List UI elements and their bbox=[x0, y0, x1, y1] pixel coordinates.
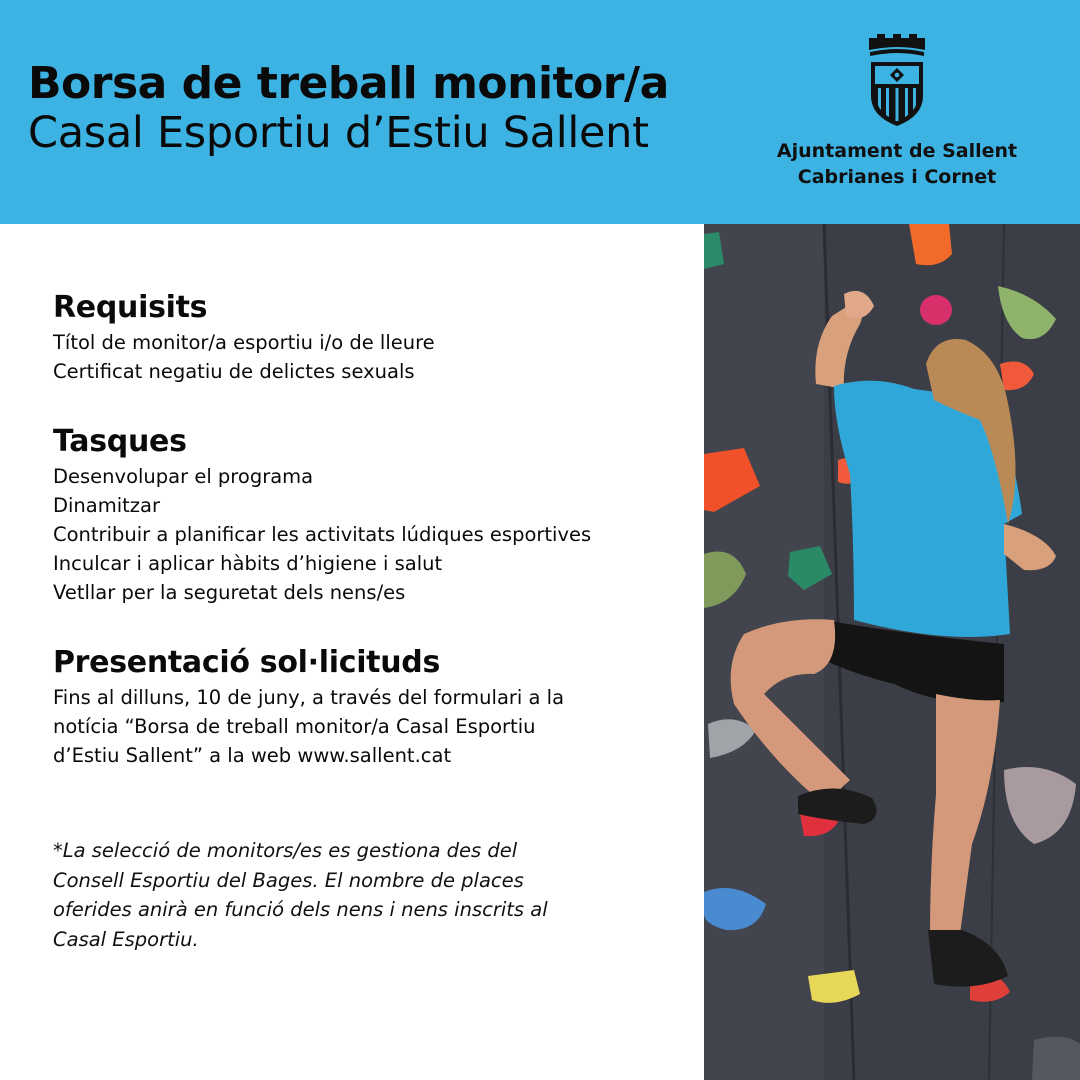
list-item: Títol de monitor/a esportiu i/o de lleure bbox=[53, 331, 435, 354]
paragraph-line: notícia “Borsa de treball monitor/a Casal Esportiu bbox=[53, 715, 536, 738]
heading-tasques: Tasques bbox=[53, 424, 187, 459]
list-item: Inculcar i aplicar hàbits d’higiene i salut bbox=[53, 552, 443, 575]
title-subtitle: Casal Esportiu d’Estiu Sallent bbox=[28, 108, 649, 158]
paragraph-line: d’Estiu Sallent” a la web www.sallent.cat bbox=[53, 744, 452, 767]
climbing-hold bbox=[1032, 1037, 1080, 1080]
heading-presentacio: Presentació sol·licituds bbox=[53, 645, 441, 680]
footnote-line: Casal Esportiu. bbox=[53, 927, 199, 951]
footnote-line: Consell Esportiu del Bages. El nombre de places bbox=[53, 868, 524, 892]
main-content bbox=[53, 288, 673, 806]
title-main: Borsa de treball monitor/a bbox=[28, 58, 669, 109]
list-item: Vetllar per la seguretat dels nens/es bbox=[53, 581, 406, 604]
org-name-line1: Ajuntament de Sallent bbox=[776, 140, 1018, 162]
ajuntament-shield-icon bbox=[866, 30, 928, 130]
footnote bbox=[53, 836, 633, 954]
climbing-wall-illustration bbox=[704, 224, 1080, 1080]
header-banner bbox=[0, 0, 1080, 224]
climbing-hold bbox=[920, 295, 952, 325]
footnote-line: oferides anirà en funció dels nens i nens inscrits al bbox=[53, 898, 548, 921]
section-tasques bbox=[53, 422, 673, 607]
org-name-line2: Cabrianes i Cornet bbox=[797, 166, 997, 188]
heading-requisits: Requisits bbox=[53, 290, 208, 325]
section-presentacio bbox=[53, 643, 673, 770]
list-item: Certificat negatiu de delictes sexuals bbox=[53, 360, 415, 383]
section-requisits bbox=[53, 288, 673, 386]
footnote-line: *La selecció de monitors/es es gestiona des del bbox=[53, 839, 518, 862]
paragraph-line: Fins al dilluns, 10 de juny, a través del formulari a la bbox=[53, 686, 565, 709]
list-item: Desenvolupar el programa bbox=[53, 465, 314, 488]
climbing-photo bbox=[704, 224, 1080, 1080]
list-item: Dinamitzar bbox=[53, 494, 161, 517]
list-item: Contribuir a planificar les activitats lúdiques esportives bbox=[53, 523, 592, 546]
climbing-hold bbox=[909, 224, 952, 265]
